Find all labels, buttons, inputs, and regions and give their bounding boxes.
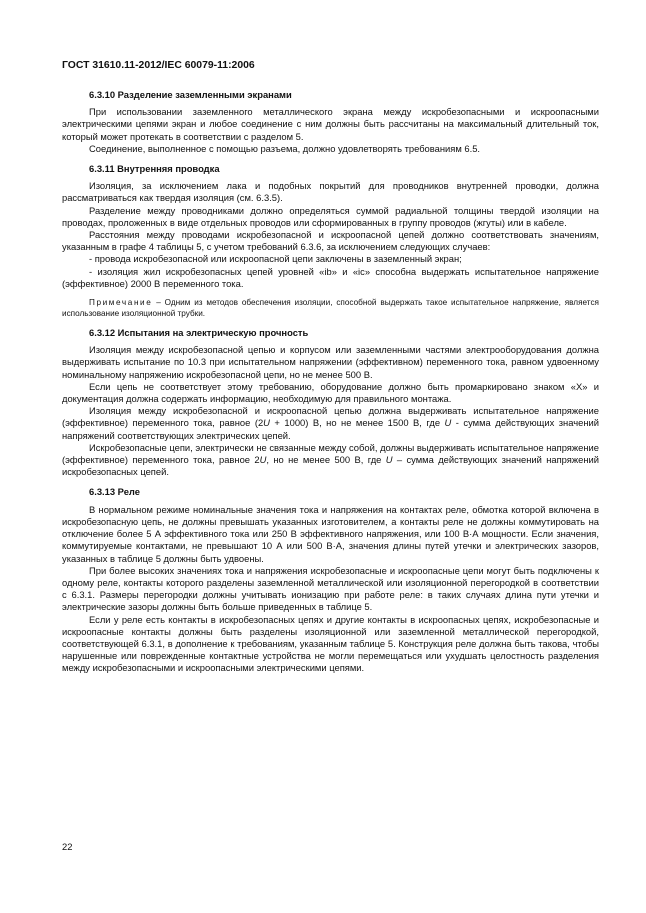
paragraph: При более высоких значениях тока и напряжения искробезопасные и искроопасные цепи могут быть подключены к одному реле, контакты которого разделены заземленной металлической или изоляционной перегородкой в соответствии с 6.3.1. Размеры перегородки должны учитывать ионизацию при работе реле: в таких случаях длина пути утечки и электрические зазоры должны быть больше приведенных в таблице 5.: [62, 564, 599, 613]
paragraph: Расстояния между проводами искробезопасной и искроопасной цепей должно соответствовать значениям, указанным в графе 4 таблицы 5, с учетом требований 6.3.6, за исключением следующих случаев:: [62, 229, 599, 253]
list-item: - провода искробезопасной или искроопасной цепи заключены в заземленный экран;: [89, 253, 462, 265]
paragraph: Если у реле есть контакты в искробезопасных цепях и другие контакты в искроопасных цепях, искробезопасные и искроопасные контакты должны быть разделены изоляционной или заземленной металлической перегородкой, соответствующей 6.3.1, в дополнение к требованиям, указанным таблице 5. Конструкция реле должна быть такова, чтобы нарушенные или поврежденные контактные устройства не могли перемещаться или ухудшать целостность разделения между искробезопасными и искроопасными электрическими цепями.: [62, 613, 599, 674]
paragraph: Если цепь не соответствует этому требованию, оборудование должно быть промаркировано знаком «X» и документация должна содержать информацию, необходимую для правильного монтажа.: [62, 380, 599, 405]
paragraph: В нормальном режиме номинальные значения тока и напряжения на контактах реле, обмотка которой включена в искробезопасную цепь, не должны превышать указанных изготовителем, а контакты реле не должны коммутировать на отключение более 5 А эффективного тока или 250 В эффективного напряжения, или 100 В·А мощности. Если значения, коммутируемые контактами, не превышают 10 А или 500 В·А, значения длины путей утечки и электрических зазоров, указанных в таблице 5 должны быть удвоены.: [62, 503, 599, 564]
page-body: [62, 89, 599, 675]
paragraph: Изоляция, за исключением лака и подобных покрытий для проводников внутренней проводки, должна рассматриваться как твердая изоляция (см. 6.3.5).: [62, 180, 599, 204]
paragraph: Изоляция между искробезопасной цепью и корпусом или заземленными частями электрооборудования должна выдерживать испытание по 10.3 при испытательном напряжении (эффективном) переменного тока, равном удвоенному номинальному напряжению искробезопасной цепи, но не менее 500 В.: [62, 344, 599, 380]
paragraph: При использовании заземленного металлического экрана между искробезопасными и искроопасными электрическими цепями экран и любое соединение с ним должны быть рассчитаны на максимальный длительный ток, который может протекать в соответствии с разделом 5.: [62, 106, 599, 142]
paragraph: Разделение между проводниками должно определяться суммой радиальной толщины твердой изоляции на проводах, проложенных в виде отдельных проводов или сформированных в группу проводов (жгуты) или в кабеле.: [62, 204, 599, 228]
section-heading-6-3-13: 6.3.13 Реле: [89, 486, 140, 498]
note: [62, 297, 599, 319]
paragraph: Соединение, выполненное с помощью разъема, должно удовлетворять требованиям 6.5.: [89, 142, 481, 154]
section-heading-6-3-12: 6.3.12 Испытания на электрическую прочность: [89, 327, 309, 339]
list-item: - изоляция жил искробезопасных цепей уровней «ib» и «ic» способна выдержать испытательное напряжение (эффективное) 2000 В переменного тока.: [62, 265, 599, 289]
section-heading-6-3-10: 6.3.10 Разделение заземленными экранами: [89, 89, 292, 100]
paragraph: Изоляция между искробезопасной и искроопасной цепью должна выдерживать испытательное напряжение (эффективное) переменного тока, равное (2U + 1000) В, но не менее 1500 В, где U - сумма действующих значений напряжений соответствующих электрических цепей.: [62, 405, 599, 441]
page-number: 22: [62, 841, 73, 852]
note-label: Примечание: [89, 298, 153, 308]
section-heading-6-3-11: 6.3.11 Внутренняя проводка: [89, 163, 220, 175]
document-code-header: ГОСТ 31610.11-2012/IEC 60079-11:2006: [62, 60, 255, 71]
paragraph: Искробезопасные цепи, электрически не связанные между собой, должны выдерживать испытательное напряжение (эффективное) переменного тока, равное 2U, но не менее 500 В, где U – сумма действующих значений напряжений искробезопасных цепей.: [62, 441, 599, 478]
note-text: – Одним из методов обеспечения изоляции, способной выдержать такое испытательное напряжение, является использование изоляционной трубки.: [62, 298, 599, 319]
